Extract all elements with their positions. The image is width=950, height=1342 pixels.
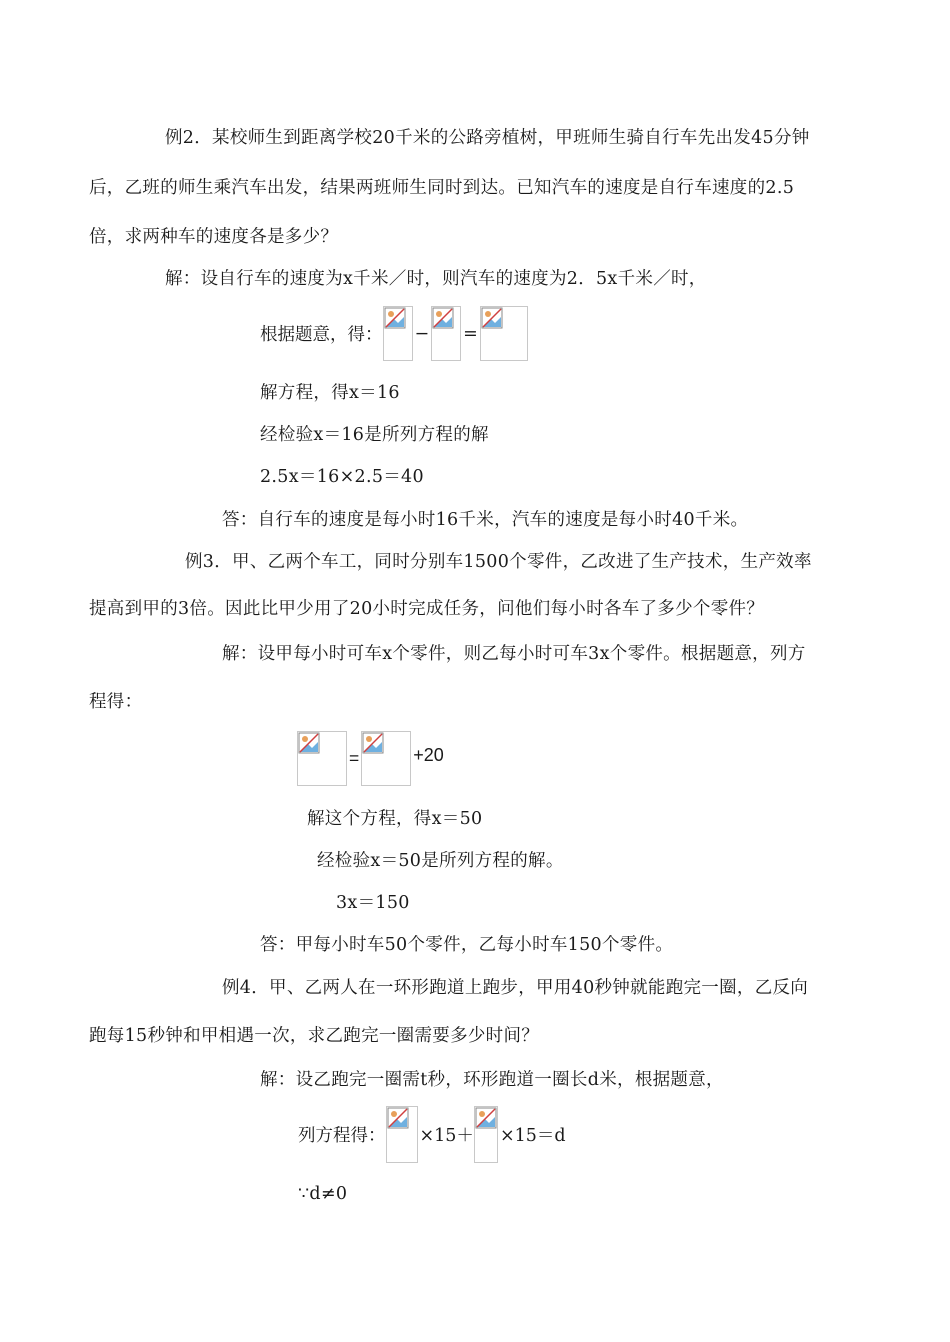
broken-image-icon [431, 306, 461, 361]
ex2-answer: 答：自行车的速度是每小时16千米，汽车的速度是每小时40千米。 [222, 510, 749, 530]
ex3-equation [297, 731, 444, 786]
ex3-step-solve: 解这个方程，得x＝50 [307, 809, 483, 829]
ex2-problem-line1: 例2．某校师生到距离学校20千米的公路旁植树，甲班师生骑自行车先出发45分钟 [165, 128, 810, 148]
broken-image-icon [361, 731, 411, 786]
ex3-step-compute: 3x＝150 [336, 893, 410, 913]
ex3-step-check: 经检验x＝50是所列方程的解。 [317, 851, 564, 871]
ex2-step-compute: 2.5x＝16×2.5＝40 [260, 467, 424, 487]
broken-image-icon [480, 306, 528, 361]
ex4-equation [298, 1106, 566, 1163]
ex3-solution-setup-cont: 程得： [89, 692, 143, 712]
broken-image-icon [383, 306, 413, 361]
ex3-problem-line2: 提高到甲的3倍。因此比甲少用了20小时完成任务，问他们每小时各车了多少个零件？ [89, 599, 765, 619]
ex3-solution-setup: 解：设甲每小时可车x个零件，则乙每小时可车3x个零件。根据题意，列方 [222, 644, 806, 664]
ex3-plus-twenty: +20 [413, 745, 444, 765]
ex2-step-check: 经检验x＝16是所列方程的解 [260, 425, 489, 445]
ex3-equal-sign: = [349, 748, 360, 768]
ex2-problem-line3: 倍，求两种车的速度各是多少？ [89, 227, 339, 247]
ex4-problem-line1: 例4．甲、乙两人在一环形跑道上跑步，甲用40秒钟就能跑完一圈，乙反向 [222, 978, 809, 998]
ex4-equation-middle: ×15＋ [419, 1126, 474, 1146]
ex4-equation-suffix: ×15＝d [499, 1126, 566, 1146]
ex3-problem-line1: 例3．甲、乙两个车工，同时分别车1500个零件，乙改进了生产技术，生产效率 [185, 552, 812, 572]
ex2-equation-prefix: 根据题意，得： [260, 325, 383, 345]
ex2-equal-sign: = [463, 323, 478, 344]
broken-image-icon [297, 731, 347, 786]
ex2-minus-sign: − [414, 323, 430, 344]
broken-image-icon [386, 1106, 418, 1163]
broken-image-icon [474, 1106, 498, 1163]
ex2-step-solve: 解方程，得x＝16 [260, 383, 400, 403]
ex4-problem-line2: 跑每15秒钟和甲相遇一次，求乙跑完一圈需要多少时间？ [89, 1026, 540, 1046]
ex2-equation [260, 306, 528, 361]
ex3-answer: 答：甲每小时车50个零件，乙每小时车150个零件。 [260, 935, 674, 955]
ex2-solution-setup: 解：设自行车的速度为x千米／时，则汽车的速度为2．5x千米／时， [165, 269, 707, 289]
ex4-step-because: ∵d≠0 [298, 1184, 348, 1204]
ex2-problem-line2: 后，乙班的师生乘汽车出发，结果两班师生同时到达。已知汽车的速度是自行车速度的2.5 [89, 178, 795, 198]
ex4-solution-setup: 解：设乙跑完一圈需t秒，环形跑道一圈长d米，根据题意， [260, 1070, 724, 1090]
ex4-equation-prefix: 列方程得： [298, 1126, 386, 1146]
